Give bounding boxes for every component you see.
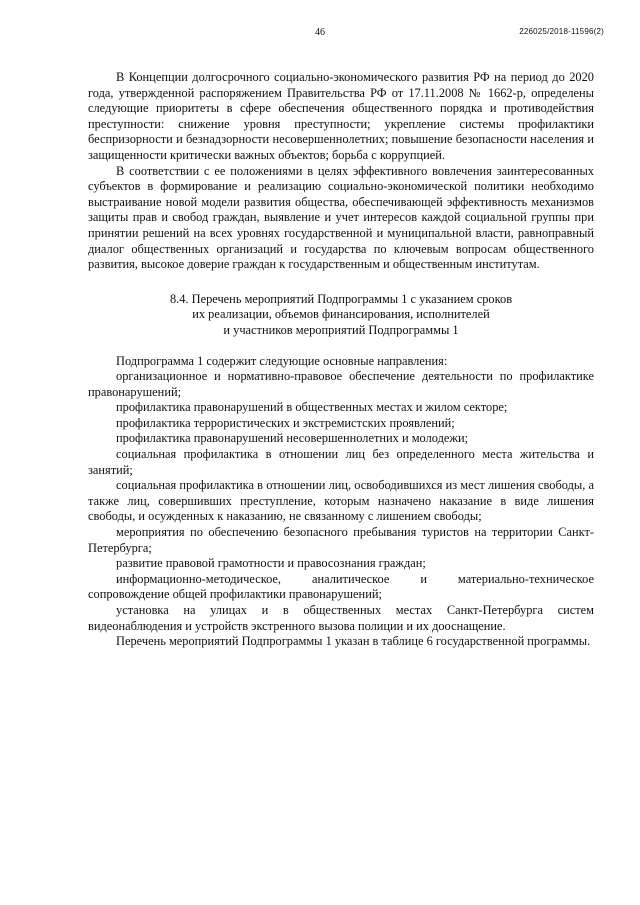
section-title-line: их реализации, объемов финансирования, исполнителей — [192, 307, 490, 322]
paragraph-model: В соответствии с ее положениями в целях эффективного вовлечения заинтересованных субъектов в формирование и реализацию социально-экономической политики необходимо выстраивание новой модели развития общества, обеспечивающей эффективность механизмов защиты прав и свобод граждан, выявление и учет интересов каждой социальной группы при принятии решений на всех уровнях государственной и муниципальной власти, равноправный диалог общественных организаций и государства по ключевым вопросам общественного развития, высокое доверие граждан к государственным и общественным институтам. — [88, 163, 594, 272]
paragraph-concept: В Концепции долгосрочного социально-экономического развития РФ на период до 2020 года, утвержденной распоряжением Правительства РФ от 17.11.2008 № 1662-р, определены следующие приоритеты в сфере обеспечения общественного порядка и противодействия преступности: снижение уровня преступности; укрепление системы профилактики беспризорности и безнадзорности несовершеннолетних; повышение безопасности населения и защищенности критически важных объектов; борьба с коррупцией. — [88, 70, 594, 162]
direction-item: профилактика террористических и экстремистских проявлений; — [116, 415, 455, 430]
page-number: 46 — [315, 27, 325, 38]
direction-item: организационное и нормативно-правовое обеспечение деятельности по профилактике правонарушений; — [88, 369, 594, 399]
direction-item: установка на улицах и в общественных местах Санкт-Петербурга систем видеонаблюдения и устройств экстренного вызова полиции и их дооснащение. — [88, 603, 594, 633]
section-title — [88, 292, 594, 339]
document-body — [88, 70, 594, 650]
direction-item: профилактика правонарушений несовершеннолетних и молодежи; — [116, 431, 469, 446]
section-title-line: и участников мероприятий Подпрограммы 1 — [223, 322, 459, 337]
directions-intro: Подпрограмма 1 содержит следующие основные направления: — [116, 353, 448, 368]
direction-item: социальная профилактика в отношении лиц без определенного места жительства и занятий; — [88, 447, 594, 477]
direction-item: развитие правовой грамотности и правосознания граждан; — [116, 556, 426, 571]
section-title-line: 8.4. Перечень мероприятий Подпрограммы 1 с указанием сроков — [169, 291, 513, 306]
direction-item: профилактика правонарушений в общественных местах и жилом секторе; — [116, 400, 508, 415]
document-id: 226025/2018-11596(2) — [519, 27, 604, 36]
direction-item: мероприятия по обеспечению безопасного пребывания туристов на территории Санкт-Петербурга; — [88, 525, 594, 555]
closing-paragraph: Перечень мероприятий Подпрограммы 1 указан в таблице 6 государственной программы. — [116, 634, 591, 649]
direction-item: социальная профилактика в отношении лиц, освободившихся из мест лишения свободы, а также лиц, совершивших преступление, которым назначено наказание в виде лишения свободы, и осужденных к наказанию, не связанному с лишением свободы; — [88, 478, 594, 524]
direction-item: информационно-методическое, аналитическое и материально-техническое сопровождение общей профилактики правонарушений; — [88, 571, 594, 602]
